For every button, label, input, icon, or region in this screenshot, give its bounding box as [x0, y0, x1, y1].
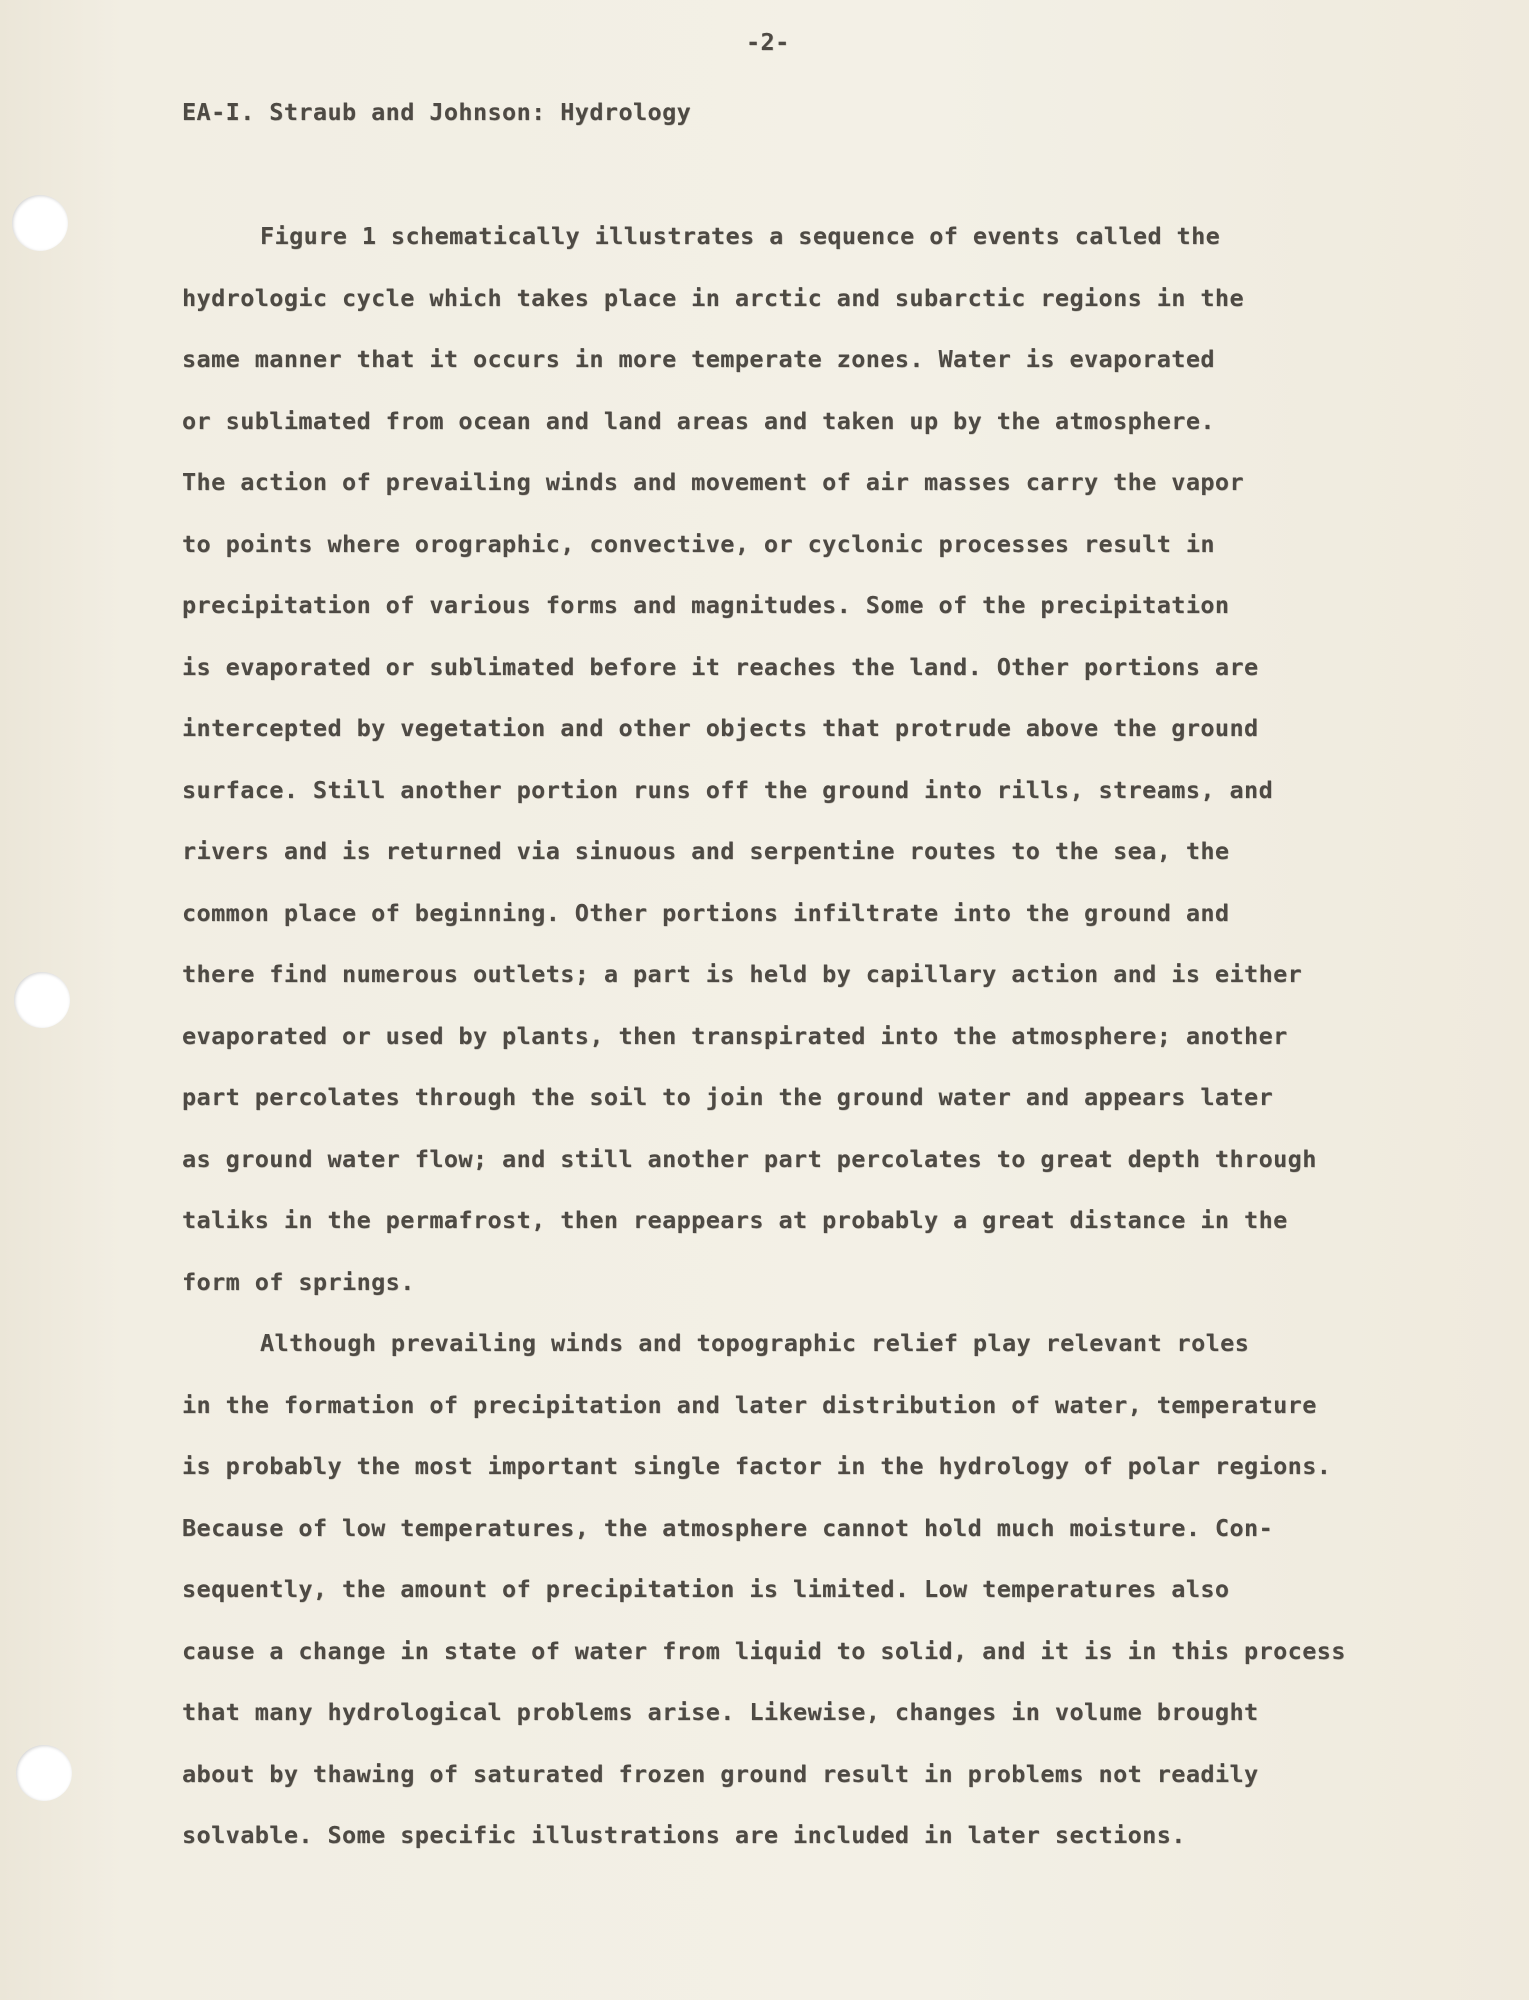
- text-line: rivers and is returned via sinuous and serpentine routes to the sea, the: [182, 837, 1230, 865]
- text-line: is probably the most important single factor in the hydrology of polar regions.: [182, 1452, 1332, 1480]
- text-line: common place of beginning. Other portions infiltrate into the ground and: [182, 898, 1230, 927]
- text-line: is evaporated or sublimated before it reaches the land. Other portions are: [182, 652, 1259, 681]
- text-line: Although prevailing winds and topographic relief play relevant roles: [260, 1329, 1250, 1357]
- text-line: form of springs.: [182, 1267, 415, 1296]
- text-line: taliks in the permafrost, then reappears at probably a great distance in the: [182, 1206, 1288, 1234]
- text-line: precipitation of various forms and magnitudes. Some of the precipitation: [182, 591, 1230, 619]
- text-line: as ground water flow; and still another part percolates to great depth through: [182, 1144, 1317, 1173]
- text-line: Because of low temperatures, the atmosphere cannot hold much moisture. Con-: [182, 1513, 1274, 1542]
- text-line: in the formation of precipitation and later distribution of water, temperature: [182, 1390, 1317, 1419]
- paragraph-2: [182, 1313, 1346, 1867]
- body-text: [182, 206, 1346, 1867]
- text-line: part percolates through the soil to join the ground water and appears later: [182, 1083, 1274, 1111]
- text-line: Figure 1 schematically illustrates a sequence of events called the: [260, 222, 1221, 250]
- text-line: evaporated or used by plants, then transpirated into the atmosphere; another: [182, 1021, 1288, 1050]
- text-line: cause a change in state of water from liquid to solid, and it is in this process: [182, 1636, 1346, 1665]
- text-line: The action of prevailing winds and movement of air masses carry the vapor: [182, 468, 1245, 496]
- punch-hole: [12, 195, 68, 251]
- text-line: surface. Still another portion runs off the ground into rills, streams, and: [182, 775, 1274, 804]
- text-line: there find numerous outlets; a part is held by capillary action and is either: [182, 960, 1303, 988]
- paragraph-1: [182, 206, 1346, 1313]
- punch-hole: [16, 1745, 72, 1801]
- text-line: same manner that it occurs in more temperate zones. Water is evaporated: [182, 345, 1215, 373]
- text-line: that many hydrological problems arise. Likewise, changes in volume brought: [182, 1698, 1259, 1726]
- text-line: or sublimated from ocean and land areas and taken up by the atmosphere.: [182, 406, 1215, 435]
- text-line: about by thawing of saturated frozen ground result in problems not readily: [182, 1759, 1259, 1788]
- text-line: solvable. Some specific illustrations are included in later sections.: [182, 1821, 1186, 1849]
- page-number: -2-: [746, 28, 790, 56]
- text-line: to points where orographic, convective, or cyclonic processes result in: [182, 529, 1215, 558]
- text-line: sequently, the amount of precipitation is limited. Low temperatures also: [182, 1575, 1230, 1603]
- running-header: EA-I. Straub and Johnson: Hydrology: [182, 98, 692, 126]
- punch-hole: [14, 972, 70, 1028]
- text-line: hydrologic cycle which takes place in arctic and subarctic regions in the: [182, 283, 1245, 312]
- text-line: intercepted by vegetation and other objects that protrude above the ground: [182, 714, 1259, 742]
